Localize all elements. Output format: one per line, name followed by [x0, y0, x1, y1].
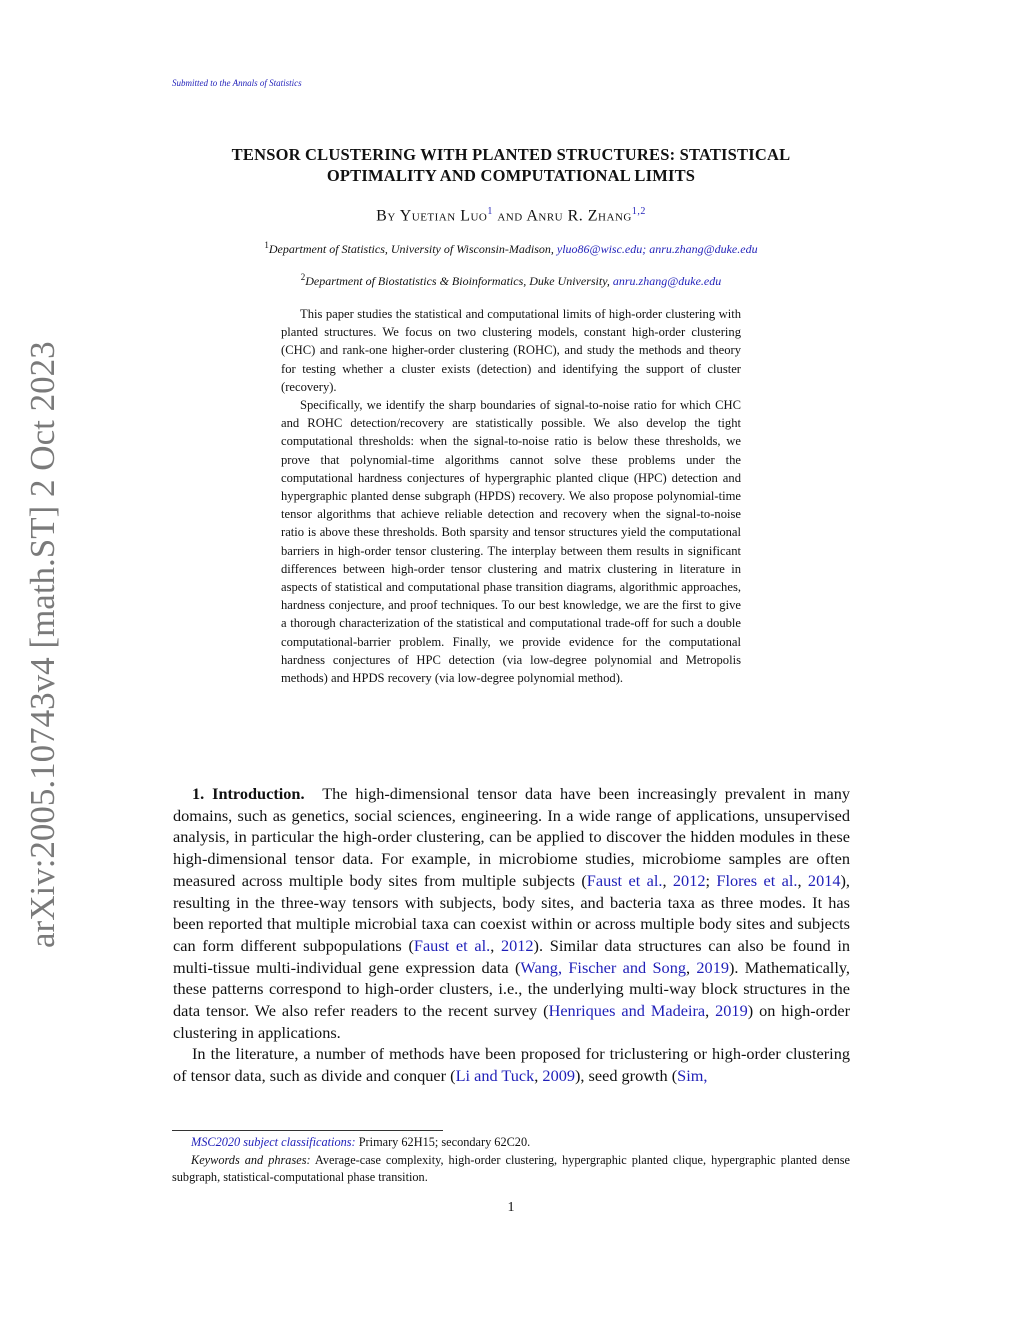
citation-link[interactable]: Flores et al.	[716, 870, 798, 890]
citation-year-link[interactable]: 2009	[542, 1066, 575, 1086]
affiliation-1	[172, 240, 850, 257]
citation-year-link[interactable]: 2019	[715, 1001, 748, 1021]
intro-paragraph-1: 1. Introduction. The high-dimensional tensor data have been increasingly prevalent in many domains, such as genetics, social sciences, engineering. In a wide range of applications, unsupervised analysis, in particular the high-order clustering, can be applied to discover the hidden modules in these high-dimensional tensor data. For example, in microbiome studies, microbiome samples are often measured across multiple body sites from multiple subjects (Faust et al., 2012; Flores et al., 2014), resulting in the three-way tensors with subjects, body sites, and bacteria taxa as three modes. It has been reported that multiple microbial taxa can coexist within or across multiple body sites and subjects can form different subpopulations (Faust et al., 2012). Similar data structures can also be found in multi-tissue multi-individual gene expression data (Wang, Fischer and Song, 2019). Mathematically, these patterns correspond to high-order clusters, i.e., the underlying multi-way block structures in the data tensor. We also refer readers to the recent survey (Henriques and Madeira, 2019) on high-order clustering in applications.	[173, 784, 851, 1042]
author-1-affil-mark[interactable]: 1	[487, 206, 493, 217]
citation-separator: ;	[705, 870, 717, 890]
intro-text: ) on high-order clustering in applications.	[173, 1001, 851, 1042]
page-number: 1	[507, 1200, 515, 1215]
footnote-rule	[172, 1130, 443, 1131]
author-line	[172, 206, 850, 225]
msc-label-link[interactable]: MSC2020 subject classifications:	[191, 1135, 356, 1149]
journal-header[interactable]: Submitted to the Annals of Statistics	[172, 78, 302, 88]
citation-link[interactable]: Faust et al.	[413, 935, 491, 955]
keywords-text: Average-case complexity, high-order clustering, hypergraphic planted clique, hypergraphic planted dense subgraph, statistical-computational phase transition.	[172, 1152, 850, 1184]
abstract	[281, 305, 741, 687]
intro-paragraph-2: In the literature, a number of methods have been proposed for triclustering or high-order clustering of tensor data, such as divide and conquer (Li and Tuck, 2009), seed growth (Sim,	[173, 1044, 850, 1086]
affiliation-2	[172, 272, 850, 289]
affiliation-2-text: Department of Biostatistics & Bioinformatics, Duke University,	[305, 274, 613, 288]
paper-title	[172, 144, 850, 186]
intro-text: The high-dimensional tensor data have been increasingly prevalent in many domains, such as genetics, social sciences, engineering. In a wide range of applications, unsupervised analysis, in particular the high-order clustering, can be applied to discover the hidden modules in these high-dimensional tensor data. For example, in microbiome studies, microbiome samples are often measured across multiple body sites from multiple subjects (	[173, 784, 851, 890]
keywords-label: Keywords and phrases:	[191, 1152, 311, 1167]
citation-year-link[interactable]: 2012	[500, 935, 534, 955]
affiliation-2-emails[interactable]: anru.zhang@duke.edu	[612, 274, 722, 288]
affiliation-2-mark: 2	[300, 272, 306, 282]
footnotes	[172, 1134, 850, 1187]
affiliation-1-text: Department of Statistics, University of Wisconsin-Madison,	[268, 242, 557, 256]
citation-link[interactable]: Henriques and Madeira	[548, 1001, 706, 1021]
intro-text: ), seed growth (	[574, 1066, 678, 1086]
author-prefix: By	[376, 207, 396, 225]
citation-year-link[interactable]: 2012	[672, 870, 706, 890]
introduction-section	[173, 783, 850, 1087]
citation-link[interactable]: Sim,	[677, 1066, 708, 1086]
citation-year-link[interactable]: 2014	[807, 870, 841, 890]
msc-classification	[172, 1134, 850, 1152]
abstract-paragraph-1: This paper studies the statistical and computational limits of high-order clustering with planted structures. We focus on two clustering models, constant high-order clustering (CHC) and rank-one higher-order clustering (ROHC), and study the methods and theory for testing whether a cluster exists (detection) and identifying the support of cluster (recovery).	[281, 307, 741, 394]
citation-link[interactable]: Li and Tuck	[455, 1066, 535, 1086]
citation-year-link[interactable]: 2019	[696, 957, 729, 977]
citation-link[interactable]: Faust et al.	[586, 870, 663, 890]
title-line-1: TENSOR CLUSTERING WITH PLANTED STRUCTURES: STATISTICAL	[231, 145, 791, 164]
title-line-2: OPTIMALITY AND COMPUTATIONAL LIMITS	[326, 166, 696, 185]
author-1: Yuetian Luo	[399, 207, 488, 225]
author-2-affil-mark[interactable]: 1,2	[631, 206, 646, 217]
author-conjunction: and	[497, 207, 523, 225]
author-2: Anru R. Zhang	[526, 207, 632, 225]
intro-text: ). Mathematically, these patterns correspond to high-order clusters, i.e., the underlying multi-way block structures in the data tensor. We also refer readers to the recent survey (	[173, 957, 850, 1021]
affiliation-1-emails[interactable]: yluo86@wisc.edu; anru.zhang@duke.edu	[556, 242, 758, 256]
intro-text: ), resulting in the three-way tensors with subjects, body sites, and bacteria taxa as three modes. It has been reported that multiple microbial taxa can coexist within or across multiple body sites and subjects can form different subpopulations (	[173, 870, 850, 955]
section-heading: 1. Introduction.	[192, 784, 305, 803]
intro-text: In the literature, a number of methods have been proposed for triclustering or high-order clustering of tensor data, such as divide and conquer (	[173, 1044, 850, 1086]
msc-text: Primary 62H15; secondary 62C20.	[355, 1135, 531, 1149]
intro-text: ). Similar data structures can also be found in multi-tissue multi-individual gene expression data (	[173, 935, 850, 977]
keywords	[172, 1152, 850, 1187]
arxiv-identifier-stamp: arXiv:2005.10743v4 [math.ST] 2 Oct 2023	[23, 341, 62, 948]
affiliation-1-mark: 1	[264, 240, 269, 250]
abstract-paragraph-2: Specifically, we identify the sharp boundaries of signal-to-noise ratio for which CHC and ROHC detection/recovery are statistically possible. We also develop the tight computational thresholds: when the signal-to-noise ratio is below these thresholds, we prove that polynomial-time algorithms cannot solve these problems under the computational hardness conjectures of hypergraphic planted clique (HPC) detection and hypergraphic planted dense subgraph (HPDS) recovery. We also propose polynomial-time tensor algorithms that achieve reliable detection and recovery when the signal-to-noise ratio is above these thresholds. Both sparsity and tensor structures yield the computational barriers in high-order tensor clustering. The interplay between them results in significant differences between high-order tensor clustering and matrix clustering in literature in aspects of statistical and computational phase transition diagrams, algorithmic approaches, hardness conjecture, and proof techniques. To our best knowledge, we are the first to give a thorough characterization of the statistical and computational trade-off for such a double computational-barrier problem. Finally, we provide evidence for the computational hardness conjectures of HPC detection (via low-degree polynomial and Metropolis methods) and HPDS recovery (via low-degree polynomial method).	[281, 398, 741, 686]
citation-link[interactable]: Wang, Fischer and Song	[520, 957, 686, 977]
